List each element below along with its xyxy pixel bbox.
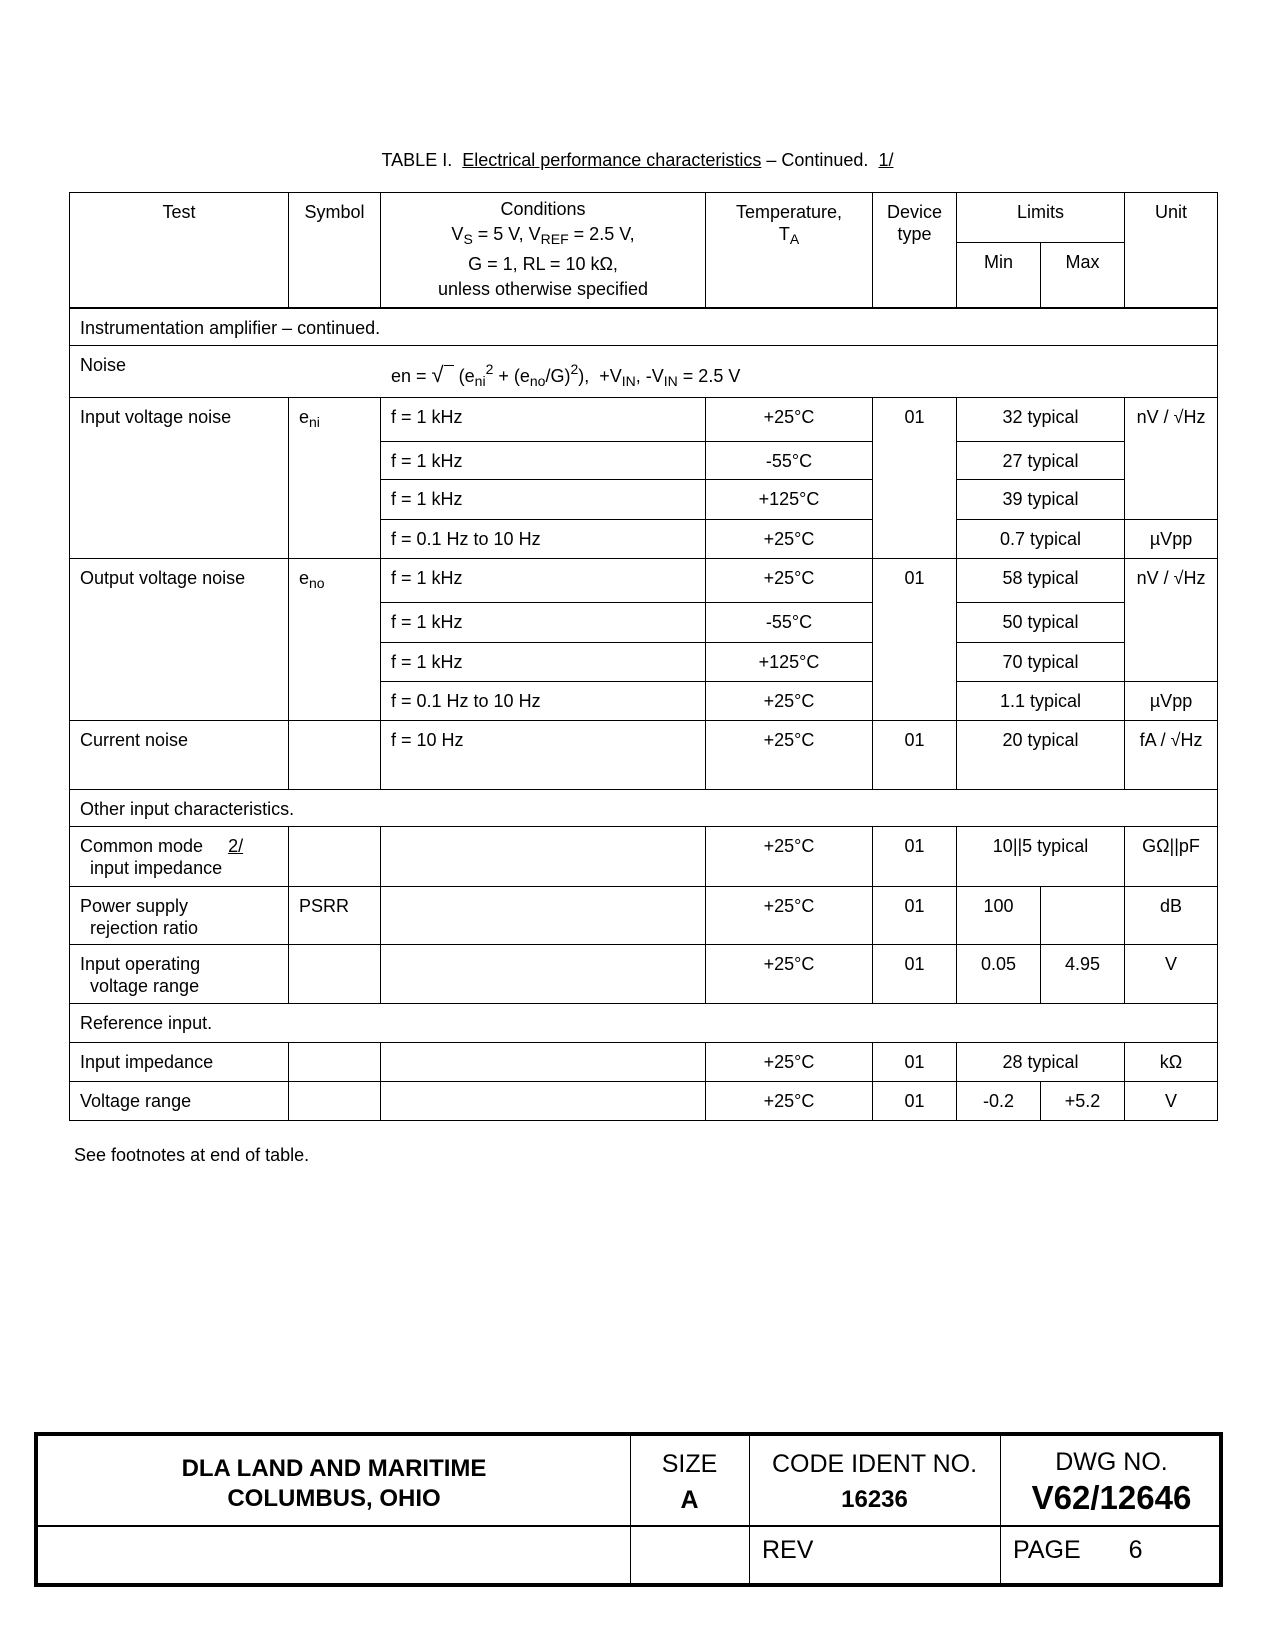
symbol bbox=[289, 721, 381, 790]
temperature: +25°C bbox=[706, 945, 873, 1004]
unit: µVpp bbox=[1125, 682, 1218, 721]
symbol bbox=[289, 827, 381, 887]
unit: fA / √Hz bbox=[1125, 721, 1218, 790]
test-input-voltage-noise: Input voltage noise bbox=[70, 398, 289, 559]
limit-min: 100 bbox=[957, 887, 1041, 945]
symbol bbox=[289, 1082, 381, 1121]
test-current-noise: Current noise bbox=[70, 721, 289, 790]
electrical-characteristics-table bbox=[69, 192, 1218, 1121]
device-type: 01 bbox=[873, 398, 957, 559]
limit: 28 typical bbox=[957, 1043, 1125, 1082]
unit: nV / √Hz bbox=[1125, 559, 1218, 682]
temperature: +125°C bbox=[706, 643, 873, 682]
noise-formula: en = √ $(e_{ni}^2 + (e_{no}/G)^2)$, $+V_{IN}$, $-V_{IN} = 2.5$ V bbox=[391, 361, 741, 389]
header-unit: Unit bbox=[1125, 193, 1218, 308]
unit: V bbox=[1125, 945, 1218, 1004]
limit: 39 typical bbox=[957, 480, 1125, 520]
condition: f = 1 kHz bbox=[381, 480, 706, 520]
limit-max: +5.2 bbox=[1041, 1082, 1125, 1121]
condition bbox=[381, 945, 706, 1004]
header-test: Test bbox=[70, 193, 289, 308]
section-instrumentation: Instrumentation amplifier – continued. bbox=[70, 308, 1218, 346]
limit: 20 typical bbox=[957, 721, 1125, 790]
header-conditions bbox=[381, 193, 706, 308]
symbol: PSRR bbox=[289, 887, 381, 945]
organization: DLA LAND AND MARITIME COLUMBUS, OHIO bbox=[181, 1455, 487, 1512]
limit-max: 4.95 bbox=[1041, 945, 1125, 1004]
caption-title: Electrical performance characteristics bbox=[462, 150, 762, 170]
test-voltage-range: Voltage range bbox=[70, 1082, 289, 1121]
unit: GΩ||pF bbox=[1125, 827, 1218, 887]
condition: f = 1 kHz bbox=[381, 603, 706, 643]
temperature: +25°C bbox=[706, 682, 873, 721]
page-block: PAGE 6 bbox=[1013, 1536, 1143, 1564]
temperature: +25°C bbox=[706, 1043, 873, 1082]
caption-suffix: – Continued. bbox=[766, 150, 869, 170]
header-min: Min bbox=[957, 243, 1041, 308]
condition: f = 1 kHz bbox=[381, 643, 706, 682]
conditions-title: Conditions bbox=[500, 199, 586, 219]
title-block bbox=[34, 1432, 1223, 1587]
noise-row bbox=[70, 346, 1218, 398]
condition: f = 0.1 Hz to 10 Hz bbox=[381, 682, 706, 721]
footnote-reference: See footnotes at end of table. bbox=[74, 1145, 310, 1165]
temperature: +25°C bbox=[706, 827, 873, 887]
caption-note-ref: 1/ bbox=[878, 150, 894, 170]
unit: kΩ bbox=[1125, 1043, 1218, 1082]
temperature: +25°C bbox=[706, 721, 873, 790]
section-reference-input: Reference input. bbox=[70, 1004, 1218, 1043]
temperature: +25°C bbox=[706, 887, 873, 945]
limit: 10||5 typical bbox=[957, 827, 1125, 887]
temperature: -55°C bbox=[706, 603, 873, 643]
temperature: -55°C bbox=[706, 442, 873, 480]
code-ident-block: CODE IDENT NO. 16236 bbox=[771, 1450, 978, 1513]
header-symbol: Symbol bbox=[289, 193, 381, 308]
test-input-impedance: Input impedance bbox=[70, 1043, 289, 1082]
dwg-no-block: DWG NO. V62/12646 bbox=[1031, 1448, 1192, 1516]
test-input-operating-voltage-range: Input operating voltage range bbox=[70, 945, 289, 1004]
header-temperature: Temperature, $T_A$ bbox=[706, 193, 873, 308]
unit: V bbox=[1125, 1082, 1218, 1121]
condition bbox=[381, 827, 706, 887]
temperature: +125°C bbox=[706, 480, 873, 520]
limit: 1.1 typical bbox=[957, 682, 1125, 721]
condition bbox=[381, 887, 706, 945]
cond-g-rl: G = 1, RL = 10 kΩ, bbox=[468, 254, 618, 274]
temperature: +25°C bbox=[706, 520, 873, 559]
condition: f = 10 Hz bbox=[381, 721, 706, 790]
cond-vs-vref: $V_S = 5$ V, $V_{REF} = 2.5$ V, bbox=[451, 224, 635, 247]
symbol-eno: $e_{no}$ bbox=[289, 559, 381, 721]
device-type: 01 bbox=[873, 721, 957, 790]
device-type: 01 bbox=[873, 1082, 957, 1121]
device-type: 01 bbox=[873, 945, 957, 1004]
temperature: +25°C bbox=[706, 1082, 873, 1121]
noise-label: Noise bbox=[80, 355, 127, 375]
size-block: SIZE A bbox=[661, 1450, 718, 1514]
rev-label: REV bbox=[762, 1536, 814, 1564]
condition bbox=[381, 1082, 706, 1121]
condition: f = 1 kHz bbox=[381, 442, 706, 480]
limit: 32 typical bbox=[957, 398, 1125, 442]
caption-prefix: TABLE I. bbox=[381, 150, 453, 170]
condition: f = 0.1 Hz to 10 Hz bbox=[381, 520, 706, 559]
condition: f = 1 kHz bbox=[381, 398, 706, 442]
header-device-type: Device type bbox=[873, 193, 957, 308]
limit: 70 typical bbox=[957, 643, 1125, 682]
table-caption bbox=[0, 150, 1275, 171]
header-max: Max bbox=[1041, 243, 1125, 308]
device-type: 01 bbox=[873, 1043, 957, 1082]
symbol-eni: $e_{ni}$ bbox=[289, 398, 381, 559]
limit: 58 typical bbox=[957, 559, 1125, 603]
limit: 0.7 typical bbox=[957, 520, 1125, 559]
unit: nV / √Hz bbox=[1125, 398, 1218, 520]
symbol bbox=[289, 945, 381, 1004]
condition: f = 1 kHz bbox=[381, 559, 706, 603]
temperature: +25°C bbox=[706, 559, 873, 603]
section-other-input: Other input characteristics. bbox=[70, 790, 1218, 827]
test-output-voltage-noise: Output voltage noise bbox=[70, 559, 289, 721]
device-type: 01 bbox=[873, 887, 957, 945]
limit: 27 typical bbox=[957, 442, 1125, 480]
device-type: 01 bbox=[873, 559, 957, 721]
limit-min: 0.05 bbox=[957, 945, 1041, 1004]
limit-max bbox=[1041, 887, 1125, 945]
conditions-note: unless otherwise specified bbox=[437, 279, 649, 299]
limit: 50 typical bbox=[957, 603, 1125, 643]
limit-min: -0.2 bbox=[957, 1082, 1041, 1121]
unit: dB bbox=[1125, 887, 1218, 945]
unit: µVpp bbox=[1125, 520, 1218, 559]
symbol bbox=[289, 1043, 381, 1082]
condition bbox=[381, 1043, 706, 1082]
device-type: 01 bbox=[873, 827, 957, 887]
header-limits: Limits bbox=[957, 193, 1125, 243]
temperature: +25°C bbox=[706, 398, 873, 442]
test-psrr: Power supply rejection ratio bbox=[70, 887, 289, 945]
test-common-mode-impedance: Common mode 2/ input impedance bbox=[70, 827, 289, 887]
